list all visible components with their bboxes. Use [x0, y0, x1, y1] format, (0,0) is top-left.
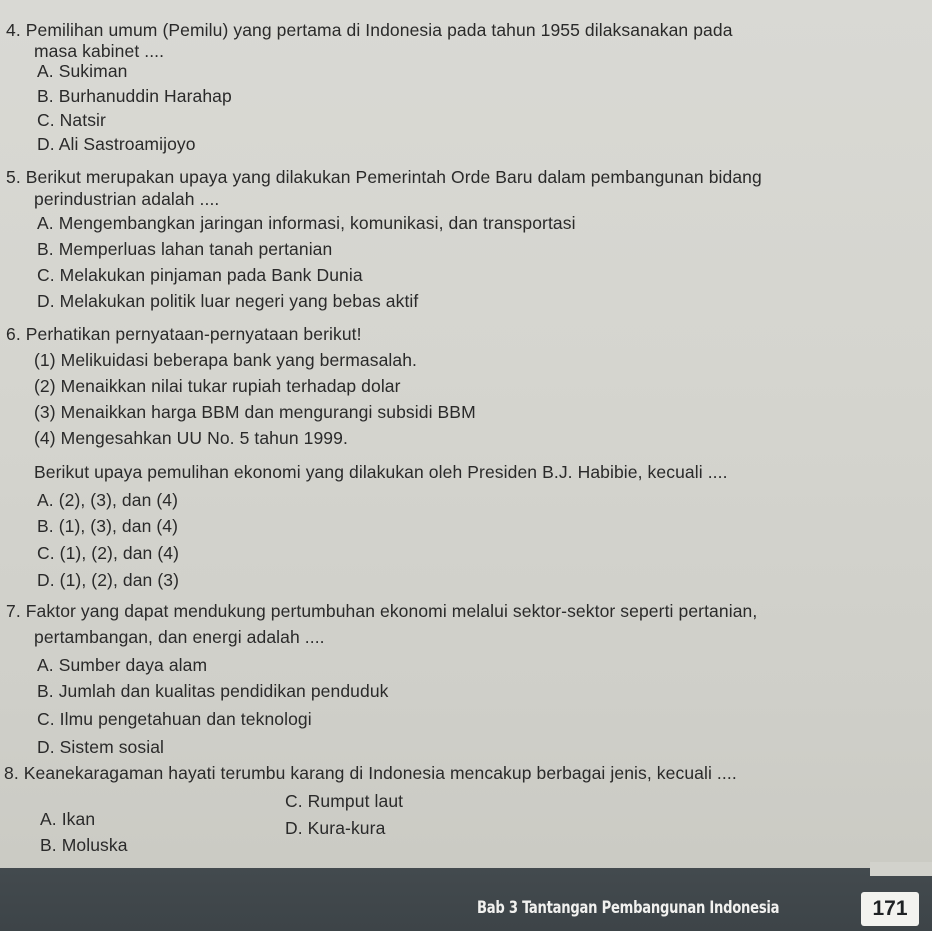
question-4-stem-line-2: masa kabinet .... — [34, 41, 165, 61]
question-7-option-c: C. Ilmu pengetahuan dan teknologi — [37, 709, 312, 729]
question-6-stem: 6. Perhatikan pernyataan-pernyataan berikut! — [6, 324, 362, 344]
question-5-option-c: C. Melakukan pinjaman pada Bank Dunia — [37, 265, 363, 285]
question-4-option-c: C. Natsir — [37, 110, 106, 130]
footer-bar — [0, 868, 932, 931]
question-7-option-b: B. Jumlah dan kualitas pendidikan penduduk — [37, 681, 389, 701]
question-7-stem-line-1: 7. Faktor yang dapat mendukung pertumbuhan ekonomi melalui sektor-sektor seperti pertanian, — [6, 601, 758, 621]
question-6-option-a: A. (2), (3), dan (4) — [37, 490, 179, 510]
question-8-option-a: A. Ikan — [40, 809, 96, 829]
question-5-stem-line-1: 5. Berikut merupakan upaya yang dilakukan Pemerintah Orde Baru dalam pembangunan bidang — [6, 167, 762, 187]
footer-notch — [870, 862, 932, 876]
question-8-option-b: B. Moluska — [40, 835, 128, 855]
page-number-badge — [861, 892, 919, 926]
question-7-option-a: A. Sumber daya alam — [37, 655, 208, 675]
question-4-option-d: D. Ali Sastroamijoyo — [37, 134, 196, 154]
question-5-option-b: B. Memperluas lahan tanah pertanian — [37, 239, 333, 259]
question-7-stem-line-2: pertambangan, dan energi adalah .... — [34, 627, 325, 647]
question-8-stem: 8. Keanekaragaman hayati terumbu karang di Indonesia mencakup berbagai jenis, kecuali .... — [4, 763, 737, 783]
question-4-option-a: A. Sukiman — [37, 61, 128, 81]
question-6-statement-1: (1) Melikuidasi beberapa bank yang bermasalah. — [34, 350, 418, 370]
question-5-option-a: A. Mengembangkan jaringan informasi, komunikasi, dan transportasi — [37, 213, 576, 233]
page-number: 171 — [872, 897, 908, 920]
question-8-option-c: C. Rumput laut — [285, 791, 404, 811]
question-4-stem-line-1: 4. Pemilihan umum (Pemilu) yang pertama di Indonesia pada tahun 1955 dilaksanakan pada — [6, 20, 733, 40]
question-5-stem-line-2: perindustrian adalah .... — [34, 189, 220, 209]
question-6-option-b: B. (1), (3), dan (4) — [37, 516, 179, 536]
question-6-question: Berikut upaya pemulihan ekonomi yang dilakukan oleh Presiden B.J. Habibie, kecuali .... — [34, 462, 728, 482]
question-6-option-d: D. (1), (2), dan (3) — [37, 570, 180, 590]
question-6-statement-2: (2) Menaikkan nilai tukar rupiah terhadap dolar — [34, 376, 401, 396]
question-4-option-b: B. Burhanuddin Harahap — [37, 86, 232, 106]
question-6-statement-4: (4) Mengesahkan UU No. 5 tahun 1999. — [34, 428, 348, 448]
question-6-statement-3: (3) Menaikkan harga BBM dan mengurangi subsidi BBM — [34, 402, 476, 422]
question-8-option-d: D. Kura-kura — [285, 818, 386, 838]
chapter-title: Bab 3 Tantangan Pembangunan Indonesia — [477, 898, 780, 918]
question-7-option-d: D. Sistem sosial — [37, 737, 165, 757]
question-5-option-d: D. Melakukan politik luar negeri yang bebas aktif — [37, 291, 419, 311]
question-6-option-c: C. (1), (2), dan (4) — [37, 543, 180, 563]
